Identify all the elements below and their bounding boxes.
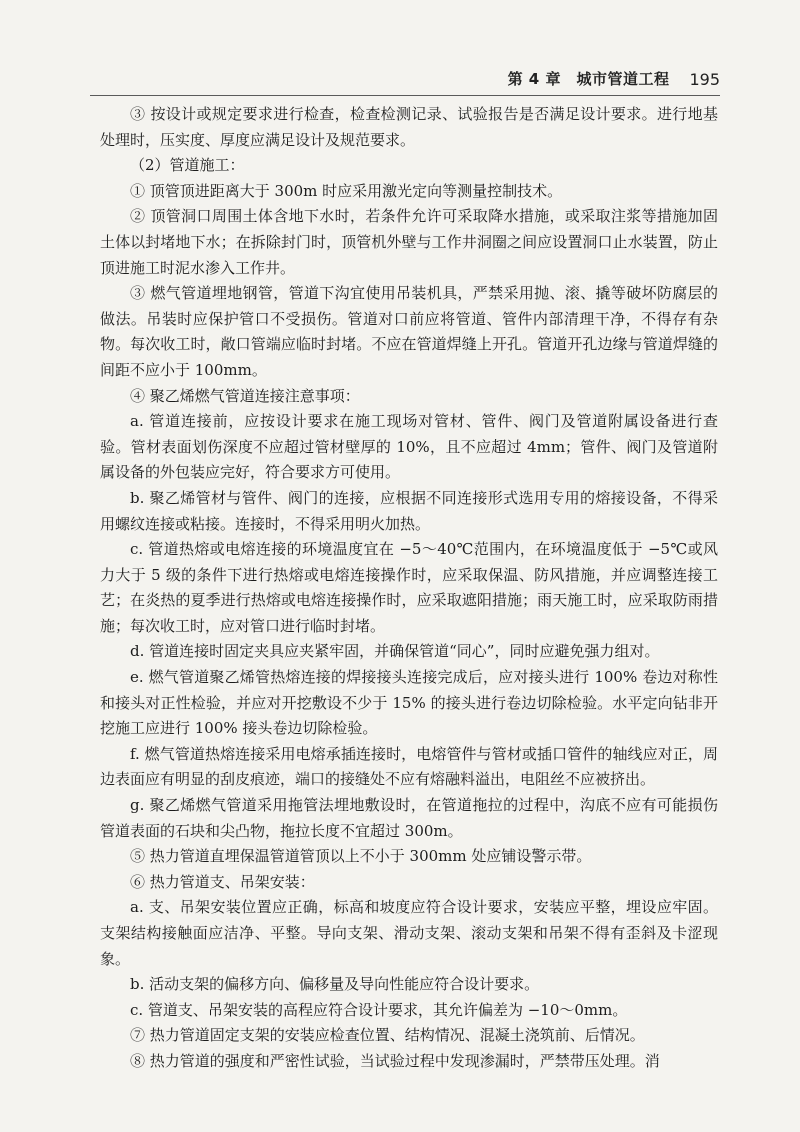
paragraph: （2）管道施工： [130, 156, 245, 175]
paragraph: b. 聚乙烯管材与管件、阀门的连接，应根据不同连接形式选用专用的熔接设备，不得采用螺纹连接或粘接。连接时，不得采用明火加热。 [100, 488, 718, 533]
paragraph: b. 活动支架的偏移方向、偏移量及导向性能应符合设计要求。 [130, 975, 540, 994]
paragraph: ③ 燃气管道埋地钢管，管道下沟宜使用吊装机具，严禁采用抛、滚、撬等破坏防腐层的做法。吊装时应保护管口不受损伤。管道对口前应将管道、管件内部清理干净，不得存有杂物。每次收工时，敞口管端应临时封堵。不应在管道焊缝上开孔。管道开孔边缘与管道焊缝的间距不应小于 100mm。 [100, 284, 718, 379]
paragraph: ⑦ 热力管道固定支架的安装应检查位置、结构情况、混凝土浇筑前、后情况。 [130, 1026, 645, 1045]
paragraph: g. 聚乙烯燃气管道采用拖管法埋地敷设时，在管道拖拉的过程中，沟底不应有可能损伤管道表面的石块和尖凸物，拖拉长度不宜超过 300m。 [100, 796, 718, 840]
page-number: 195 [689, 70, 720, 89]
paragraph: c. 管道支、吊架安装的高程应符合设计要求，其允许偏差为 −10～0mm。 [130, 1000, 628, 1019]
page-header [90, 62, 720, 96]
paragraph: ④ 聚乙烯燃气管道连接注意事项： [130, 386, 360, 405]
body-text [100, 102, 718, 1075]
paragraph: ⑤ 热力管道直埋保温管道管顶以上不小于 300mm 处应铺设警示带。 [130, 847, 592, 866]
paragraph: a. 支、吊架安装位置应正确，标高和坡度应符合设计要求，安装应平整，埋设应牢固。支架结构接触面应洁净、平整。导向支架、滑动支架、滚动支架和吊架不得有歪斜及卡涩现象。 [100, 898, 718, 968]
paragraph: ⑧ 热力管道的强度和严密性试验，当试验过程中发现渗漏时，严禁带压处理。消 [130, 1051, 660, 1070]
paragraph: ③ 按设计或规定要求进行检查，检查检测记录、试验报告是否满足设计要求。进行地基处理时，压实度、厚度应满足设计及规范要求。 [100, 105, 718, 149]
paragraph: ⑥ 热力管道支、吊架安装： [130, 872, 315, 891]
paragraph: f. 燃气管道热熔连接采用电熔承插连接时，电熔管件与管材或插口管件的轴线应对正，周边表面应有明显的刮皮痕迹，端口的接缝处不应有熔融料溢出，电阻丝不应被挤出。 [100, 744, 718, 789]
paragraph: ① 顶管顶进距离大于 300m 时应采用激光定向等测量控制技术。 [130, 181, 563, 200]
paragraph: c. 管道热熔或电熔连接的环境温度宜在 −5～40℃范围内，在环境温度低于 −5℃或风力大于 5 级的条件下进行热熔或电熔连接操作时，应采取保温、防风措施，并应调整连接工艺；在炎热的夏季进行热熔或电熔连接操作时，应采取遮阳措施；雨天施工时，应采取防雨措施；每次收工时，应对管口进行临时封堵。 [100, 540, 718, 635]
paragraph: e. 燃气管道聚乙烯管热熔连接的焊接接头连接完成后，应对接头进行 100% 卷边对称性和接头对正性检验，并应对开挖敷设不少于 15% 的接头进行卷边切除检验。水平定向钻非开挖施工应进行 100% 接头卷边切除检验。 [100, 668, 718, 738]
paragraph: a. 管道连接前，应按设计要求在施工现场对管材、管件、阀门及管道附属设备进行查验。管材表面划伤深度不应超过管材壁厚的 10%，且不应超过 4mm；管件、阀门及管道附属设备的外包装应完好，符合要求方可使用。 [100, 412, 718, 482]
chapter-title: 第 4 章 城市管道工程 [507, 70, 670, 88]
paragraph: d. 管道连接时固定夹具应夹紧牢固，并确保管道“同心”，同时应避免强力组对。 [130, 642, 660, 661]
paragraph: ② 顶管洞口周围土体含地下水时，若条件允许可采取降水措施，或采取注浆等措施加固土体以封堵地下水；在拆除封门时，顶管机外壁与工作井洞圈之间应设置洞口止水装置，防止顶进施工时泥水渗入工作井。 [100, 207, 718, 277]
